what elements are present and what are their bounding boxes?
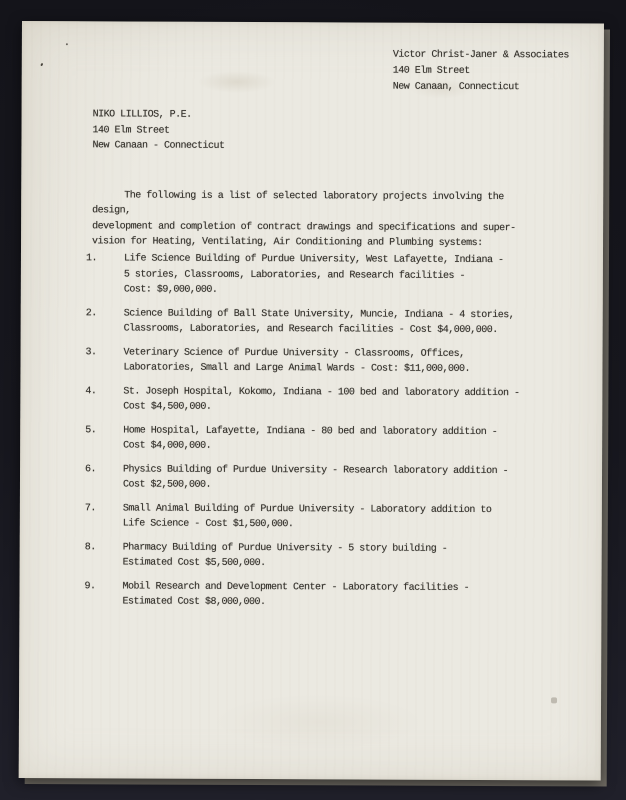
project-number: 7.	[84, 502, 96, 514]
project-number: 5.	[85, 424, 97, 436]
project-number: 1.	[85, 253, 98, 265]
project-number: 2.	[85, 307, 97, 319]
project-text: Veterinary Science of Purdue University - Classrooms, Offices, Laboratories, Small and Large Animal Wards - Cost: $11,000,000.	[123, 346, 471, 375]
project-text: Physics Building of Purdue University - Research laboratory addition - Cost $2,500,000.	[122, 463, 509, 491]
project-text: Pharmacy Building of Purdue University - 5 story building - Estimated Cost $5,500,000.	[122, 541, 448, 570]
project-number: 8.	[84, 541, 96, 553]
project-item	[85, 501, 567, 534]
project-text: Mobil Research and Development Center - Laboratory facilities - Estimated Cost $8,000,000.	[122, 580, 470, 609]
project-text: St. Joseph Hospital, Kokomo, Indiana - 100 bed and laboratory addition - Cost $4,500,000.	[123, 385, 520, 413]
project-text: Science Building of Ball State University, Muncie, Indiana - 4 stories, Classrooms, Laboratories, and Research facilities - Cost $4,000,000.	[123, 307, 515, 337]
project-item	[85, 462, 567, 495]
project-item	[84, 579, 566, 612]
project-item	[86, 251, 568, 300]
recipient-address: NIKO LILLIOS, P.E. 140 Elm Street New Canaan - Connecticut	[92, 109, 225, 152]
project-number: 6.	[85, 463, 97, 475]
dust-speck	[66, 43, 68, 45]
letter-page	[19, 21, 604, 781]
dust-speck	[551, 697, 557, 703]
project-item	[85, 384, 567, 417]
project-text: Small Animal Building of Purdue University - Laboratory addition to Life Science - Cost $1,500,000.	[122, 502, 492, 531]
project-text: Home Hospital, Lafayette, Indiana - 80 bed and laboratory addition - Cost $4,000,000.	[123, 424, 498, 452]
project-item	[85, 423, 567, 456]
project-number: 9.	[84, 580, 96, 592]
project-item	[86, 306, 568, 339]
dust-speck	[40, 63, 43, 67]
project-number: 3.	[85, 346, 97, 358]
project-text: Life Science Building of Purdue University, West Lafayette, Indiana - 5 stories, Classrooms, Laboratories, and Research facilities - Cost: $9,000,000.	[123, 253, 504, 296]
intro-paragraph: The following is a list of selected laboratory projects involving the design, development and completion of contract drawings and specifications and super- vision for Heating, Ventilating, Air Conditioning and Plumbing systems:	[92, 190, 516, 249]
project-number: 4.	[85, 385, 97, 397]
project-list	[84, 251, 568, 620]
project-item	[85, 345, 567, 378]
project-item	[85, 540, 567, 573]
letterhead-address: Victor Christ-Janer & Associates 140 Elm Street New Canaan, Connecticut	[392, 49, 569, 94]
